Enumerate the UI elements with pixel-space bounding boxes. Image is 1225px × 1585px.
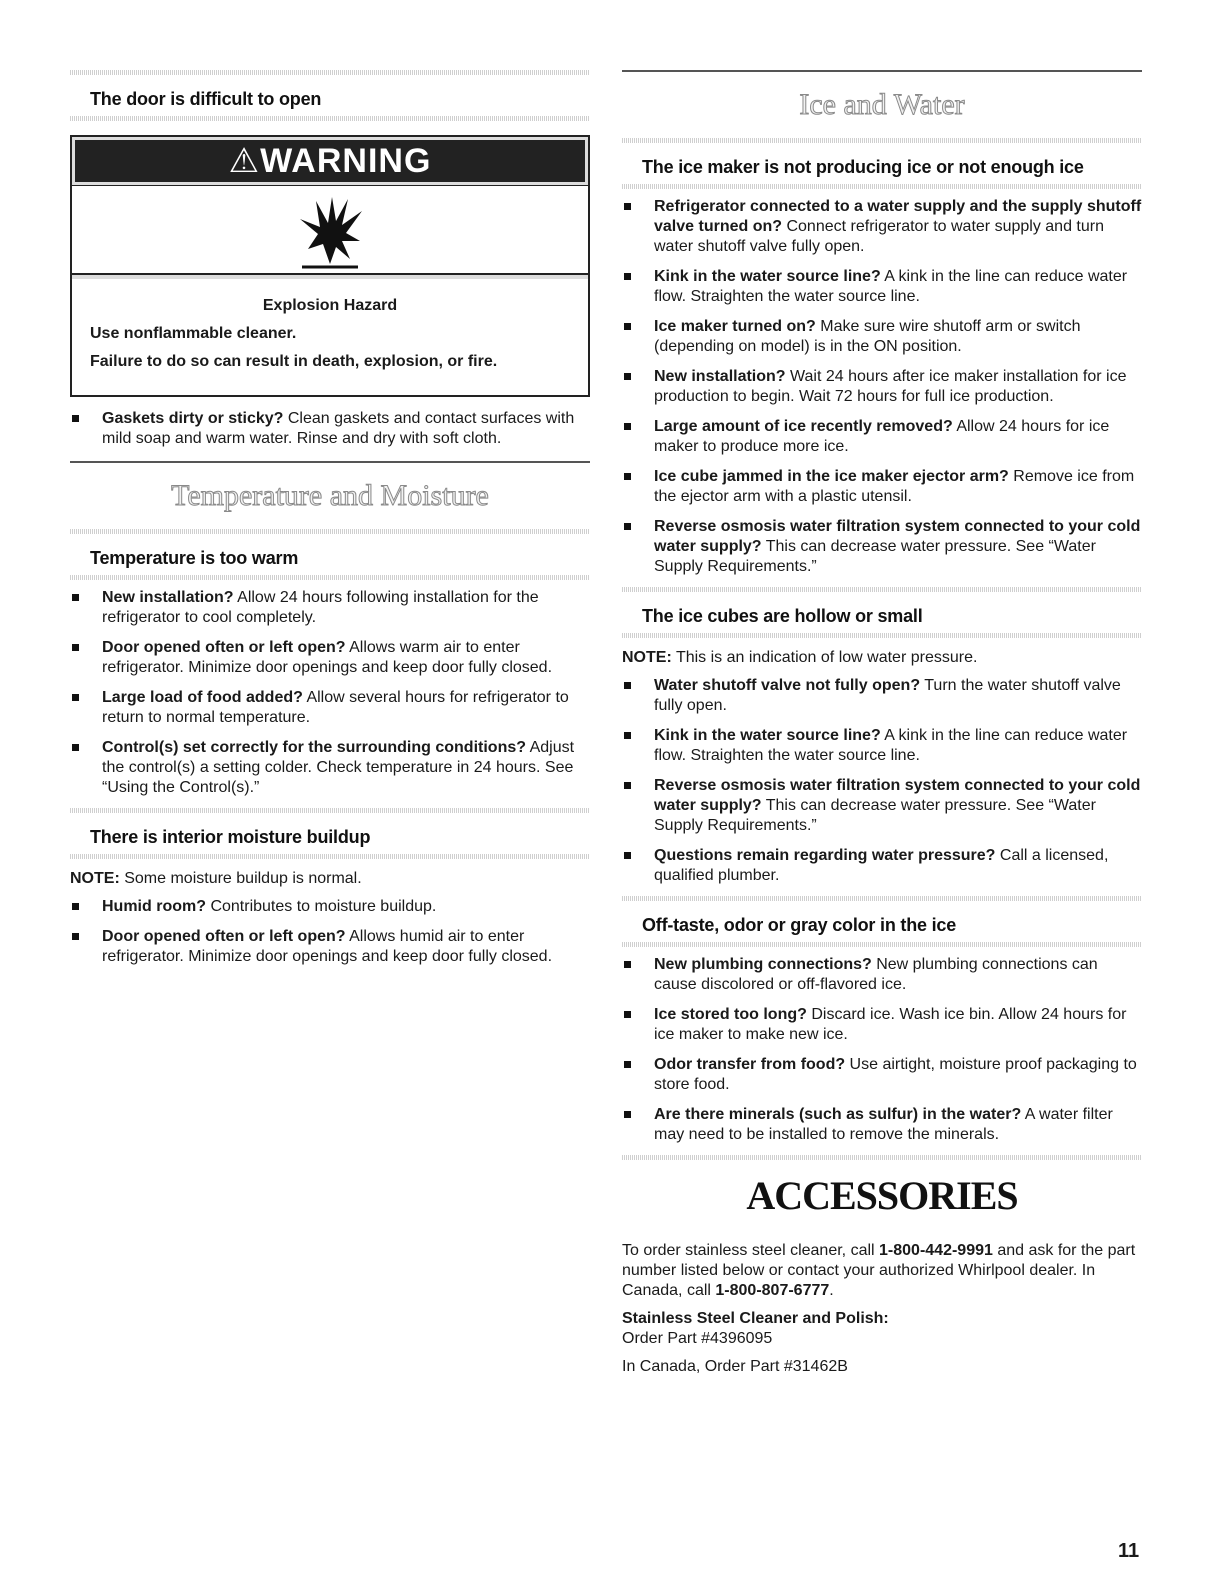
list-item: Ice stored too long? Discard ice. Wash ice bin. Allow 24 hours for ice maker to make new ice. xyxy=(622,1005,1142,1045)
list-item: Reverse osmosis water filtration system connected to your cold water supply? This can decrease water pressure. See “Water Supply Requirements.” xyxy=(622,517,1142,577)
warm-heading: Temperature is too warm xyxy=(90,548,299,568)
list-item: Are there minerals (such as sulfur) in the water? A water filter may need to be installed to remove the minerals. xyxy=(622,1105,1142,1145)
divider xyxy=(622,184,1142,189)
hollow-list xyxy=(622,676,1142,886)
ice-maker-heading: The ice maker is not producing ice or not enough ice xyxy=(642,157,1084,177)
list-item: Large load of food added? Allow several hours for refrigerator to return to normal temperature. xyxy=(70,688,590,728)
taste-list xyxy=(622,955,1142,1145)
list-item: Ice cube jammed in the ice maker ejector arm? Remove ice from the ejector arm with a plastic utensil. xyxy=(622,467,1142,507)
warning-triangle-icon: ⚠ xyxy=(228,142,261,180)
hollow-heading: The ice cubes are hollow or small xyxy=(642,606,923,626)
cleaner-label: Stainless Steel Cleaner and Polish: xyxy=(622,1310,889,1327)
ice-water-title: Ice and Water xyxy=(799,88,965,121)
taste-heading: Off-taste, odor or gray color in the ice xyxy=(642,915,957,935)
list-item: Large amount of ice recently removed? Allow 24 hours for ice maker to produce more ice. xyxy=(622,417,1142,457)
list-item: Humid room? Contributes to moisture buildup. xyxy=(70,897,590,917)
list-item: Questions remain regarding water pressure? Call a licensed, qualified plumber. xyxy=(622,846,1142,886)
page-number: 11 xyxy=(1118,1540,1140,1562)
warning-line: Failure to do so can result in death, explosion, or fire. xyxy=(90,353,498,370)
list-item: Reverse osmosis water filtration system connected to your cold water supply? This can decrease water pressure. See “Water Supply Requirements.” xyxy=(622,776,1142,836)
list-item: Gaskets dirty or sticky? Clean gaskets and contact surfaces with mild soap and warm water. Rinse and dry with soft cloth. xyxy=(70,409,590,449)
divider xyxy=(622,633,1142,638)
ice-maker-list xyxy=(622,197,1142,577)
warning-box xyxy=(70,135,590,397)
right-column xyxy=(622,70,1142,1377)
order-part: Order Part #4396095 xyxy=(622,1330,773,1347)
list-item: Ice maker turned on? Make sure wire shutoff arm or switch (depending on model) is in the ON position. xyxy=(622,317,1142,357)
phone-number: 1-800-442-9991 xyxy=(879,1242,993,1259)
temperature-moisture-title: Temperature and Moisture xyxy=(171,479,489,512)
accessories-paragraph: To order stainless steel cleaner, call 1-800-442-9991 and ask for the part number listed below or contact your authorized Whirlpool dealer. In Canada, call 1-800-807-6777. xyxy=(622,1242,1136,1299)
divider xyxy=(622,942,1142,947)
warning-body xyxy=(72,275,588,395)
list-item: Control(s) set correctly for the surrounding conditions? Adjust the control(s) a setting colder. Check temperature in 24 hours. See “Using the Control(s).” xyxy=(70,738,590,798)
hollow-note: NOTE: This is an indication of low water pressure. xyxy=(622,649,978,666)
moisture-list xyxy=(70,897,590,967)
left-column xyxy=(70,70,590,977)
list-item: New installation? Wait 24 hours after ice maker installation for ice production to begin. Wait 72 hours for full ice production. xyxy=(622,367,1142,407)
list-item: Kink in the water source line? A kink in the line can reduce water flow. Straighten the water source line. xyxy=(622,726,1142,766)
warm-list xyxy=(70,588,590,798)
accessories-title: ACCESSORIES xyxy=(746,1173,1018,1218)
list-item: Odor transfer from food? Use airtight, moisture proof packaging to store food. xyxy=(622,1055,1142,1095)
list-item: Kink in the water source line? A kink in the line can reduce water flow. Straighten the water source line. xyxy=(622,267,1142,307)
moisture-note: NOTE: Some moisture buildup is normal. xyxy=(70,870,362,887)
canada-part: In Canada, Order Part #31462B xyxy=(622,1358,848,1375)
list-item: New plumbing connections? New plumbing connections can cause discolored or off-flavored ice. xyxy=(622,955,1142,995)
divider xyxy=(70,575,590,580)
warning-line: Use nonflammable cleaner. xyxy=(90,325,297,342)
phone-number: 1-800-807-6777 xyxy=(715,1282,830,1299)
divider xyxy=(70,116,590,121)
divider xyxy=(70,854,590,859)
list-item: Door opened often or left open? Allows warm air to enter refrigerator. Minimize door openings and keep door fully closed. xyxy=(70,638,590,678)
door-heading: The door is difficult to open xyxy=(90,89,322,109)
warning-hazard: Explosion Hazard xyxy=(262,297,398,314)
warning-title: WARNING xyxy=(260,142,432,180)
list-item: Door opened often or left open? Allows humid air to enter refrigerator. Minimize door openings and keep door fully closed. xyxy=(70,927,590,967)
warning-header xyxy=(72,137,588,185)
list-item: New installation? Allow 24 hours following installation for the refrigerator to cool completely. xyxy=(70,588,590,628)
warning-icon-area xyxy=(72,185,588,275)
door-list xyxy=(70,409,590,449)
explosion-hazard-icon xyxy=(290,189,370,269)
list-item: Refrigerator connected to a water supply and the supply shutoff valve turned on? Connect refrigerator to water supply and turn water shutoff valve fully open. xyxy=(622,197,1142,257)
moisture-heading: There is interior moisture buildup xyxy=(90,827,371,847)
list-item: Water shutoff valve not fully open? Turn the water shutoff valve fully open. xyxy=(622,676,1142,716)
